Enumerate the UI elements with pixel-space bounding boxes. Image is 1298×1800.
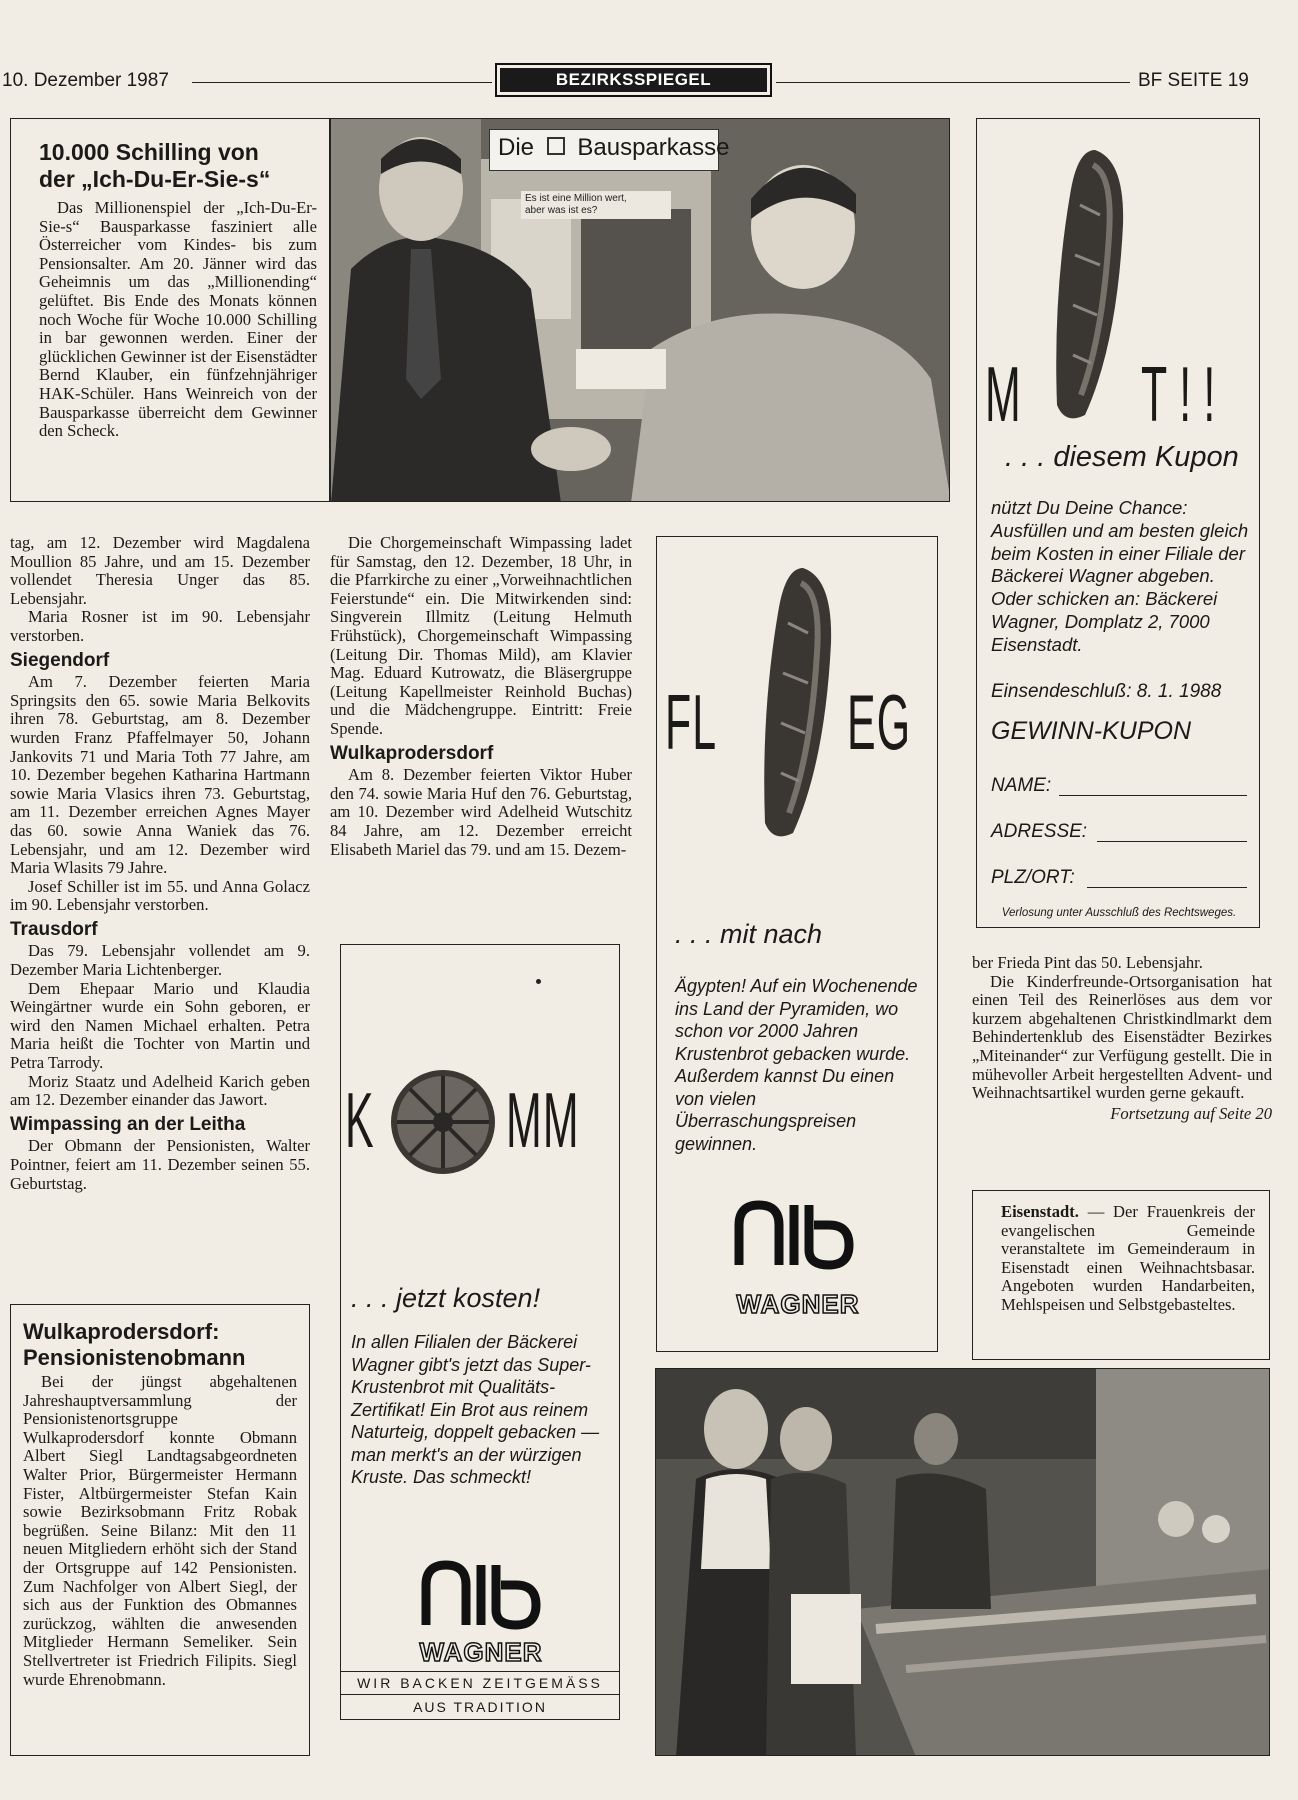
- coupon-city-input[interactable]: [1087, 887, 1247, 888]
- col4-text-1: ber Frieda Pint das 50. Lebensjahr.: [972, 953, 1203, 972]
- article-scheck: [10, 118, 330, 502]
- baguette-icon: [753, 563, 843, 843]
- photo-poster: [521, 191, 671, 219]
- col2-text-2: Am 8. Dezember feierten Viktor Huber den 74. sowie Maria Huf den 76. Geburtstag, am 10. Dezember wird Adelheid Wutschitz 84 Jahre, am 12. Dezember erreicht Elisabeth Mariel das 79. und am 15. Dezem-: [330, 765, 632, 859]
- coupon-name-row: [991, 775, 1247, 797]
- ad-komm-slogan-1: WIR BACKEN ZEITGEMÄSS: [341, 1671, 619, 1695]
- column-2: [330, 534, 632, 859]
- ad-komm-headline: . . . jetzt kosten!: [351, 1283, 541, 1313]
- article-scheck-text: Das Millionenspiel der „Ich-Du-Er-Sie-s“ Bausparkasse fasziniert alle Österreicher vom Kindes- bis zum Pensionsalter. Am 20. Jänner wird das Geheimnis um das „Millionending“ gelüftet. Bis Ende des Monats können noch Woche für Woche 10.000 Schilling in bar gewonnen werden. Einer der glücklichen Gewinner ist der Eisenstädter Bernd Klauber, ein fünfzehnjähriger HAK-Schüler. Hans Weinreich von der Bausparkasse überreicht dem Gewinner den Scheck.: [39, 198, 317, 441]
- ad-komm-brand: WAGNER: [419, 1637, 543, 1667]
- col1-text-7: Moriz Staatz und Adelheid Karich geben am 12. Dezember einander das Jawort.: [10, 1071, 310, 1110]
- article-basar: [972, 1190, 1270, 1360]
- wagner-logo-icon: [396, 1555, 566, 1635]
- ad-komm-letters-mm: MM: [506, 1076, 580, 1164]
- photo-weihnachtsbasar: [655, 1368, 1270, 1756]
- article-obmann-body: [23, 1373, 297, 1689]
- ad-mit-deadline: Einsendeschluß: 8. 1. 1988: [991, 681, 1222, 702]
- col1-text-5: Das 79. Lebensjahr vollendet am 9. Dezember Maria Lichtenberger.: [10, 941, 310, 980]
- article-obmann-text: Bei der jüngst abgehaltenen Jahreshauptversammlung der Pensionistenortsgruppe Wulkaprodersdorf konnte Obmann Albert Siegl Landtagsabgeordneten Walter Prior, Bürgermeister Hermann Fister, Altbürgermeister Stefan Kain sowie Bezirksobmann Fritz Robak begrüßen. Seine Bilanz: Mit den 11 neuen Mitgliedern erhöht sich der Stand der Ortsgruppe auf 142 Pensionisten. Zum Nachfolger von Albert Siegl, der sich aus der Funktion des Obmannes zurückzog, wählten die anwesenden Mitglieder Hermann Semeliker. Sein Stellvertreter ist Friedrich Filipits. Siegl wurde Ehrenobmann.: [23, 1372, 297, 1689]
- column-4: [972, 954, 1272, 1123]
- coupon-name-label: NAME:: [991, 775, 1052, 796]
- col1-text-8: Der Obmann der Pensionisten, Walter Pointner, feiert am 11. Dezember seinen 55. Geburtstag.: [10, 1136, 310, 1193]
- coupon-name-input[interactable]: [1059, 795, 1247, 796]
- coupon-address-row: [991, 821, 1247, 843]
- header-date: 10. Dezember 1987: [2, 70, 169, 91]
- ad-komm-body: In allen Filialen der Bäckerei Wagner gibt's jetzt das Super-Krustenbrot mit Qualitäts-Zertifikat! Ein Brot aus reinem Naturteig, doppelt gebacken — man merkt's an der würzigen Kruste. Das schmeckt!: [351, 1332, 600, 1487]
- ad-flieg-letters-left: FL: [665, 678, 718, 766]
- ad-mit-letters-t: T!!: [1141, 350, 1228, 438]
- ad-flieg-letters-right: EG: [847, 678, 912, 766]
- ad-mit-body: nützt Du Deine Chance: Ausfüllen und am besten gleich beim Kosten in einer Filiale der Bäckerei Wagner abgeben. Oder schicken an: Bäckerei Wagner, Domplatz 2, 7000 Eisenstadt.: [991, 497, 1249, 655]
- col1-text-3: Am 7. Dezember feierten Maria Springsits den 65. sowie Maria Belkovits ihren 78. Geburtstag, am 8. Dezember wurden Franz Pfaffelmayer 50, Johann Jankovits 71 und Maria Toth 77 Jahre, am 10. Dezember begehen Katharina Hartmann sowie Maria Vlasics ihren 73. Geburtstag, am 11. Dezember erreichen Agnes Mayer das 60. sowie Anna Waniek das 76. Lebensjahr, und am 12. Dezember wird Maria Wlasits 79 Jahre.: [10, 672, 310, 878]
- heading-siegendorf: Siegendorf: [10, 649, 110, 671]
- coupon-address-label: ADRESSE:: [991, 821, 1088, 842]
- article-scheck-body: [39, 199, 317, 441]
- article-basar-body: — Der Frauenkreis der evangelischen Gemeinde veranstaltete im Gemeinderaum in Eisenstadt einen Weihnachtsbasar. Angeboten wurden Handarbeiten, Mehlspeisen und Selbstgebasteltes.: [1001, 1202, 1255, 1314]
- col2-text-1: Die Chorgemeinschaft Wimpassing ladet für Samstag, den 12. Dezember, 18 Uhr, in die Pfarrkirche zu einer „Vorweihnachtlichen Feierstunde“ ein. Die Mitwirkenden sind: Singverein Illmitz (Leitung Helmuth Frühstück), Chorgemeinschaft Wimpassing (Leitung Dir. Thomas Mild), am Klavier Mag. Eduard Kutrowatz, die Bläsergruppe (Leitung Kapellmeister Reinhold Buchas) und die Mädchengruppe. Eintritt: Freie Spende.: [330, 533, 632, 738]
- article-obmann-title: [23, 1319, 297, 1371]
- col1-text-6: Dem Ehepaar Mario und Klaudia Weingärtner wurde ein Sohn geboren, er wird den Namen Michael erhalten. Petra Maria heißt die Tochter von Martin und Petra Tarrody.: [10, 978, 310, 1073]
- ad-komm-letter-k: K: [345, 1076, 375, 1164]
- ad-flieg: [656, 536, 938, 1352]
- header-page: BF SEITE 19: [1138, 70, 1249, 91]
- photo-weihnachtsbasar-art: [656, 1369, 1270, 1756]
- ad-flieg-body: Ägypten! Auf ein Wochenende ins Land der Pyramiden, wo schon vor 2000 Jahren Krustenbrot gebacken wurde. Außerdem kannst Du einen von vielen Überraschungspreisen gewinnen.: [675, 976, 918, 1154]
- coupon-address-input[interactable]: [1097, 841, 1247, 842]
- photo-check-handover: [330, 118, 950, 502]
- heading-wimpassing: Wimpassing an der Leitha: [10, 1113, 246, 1135]
- ad-flieg-brand: WAGNER: [736, 1289, 860, 1319]
- photo-sign-logo-icon: [547, 137, 565, 155]
- col4-text-2: Die Kinderfreunde-Ortsorganisation hat einen Teil des Reinerlöses aus dem vor kurzem abgehaltenen Christkindlmarkt dem Behindertenklub des Eisenstädter Bezirkes „Miteinander“ zur Verfügung gestellt. Die in mühevoller Arbeit hergestellten Advent- und Weihnachtsartikel wurden gerne gekauft.: [972, 971, 1272, 1103]
- ad-mit-headline: . . . diesem Kupon: [1005, 441, 1239, 473]
- col4-continued: Fortsetzung auf Seite 20: [1110, 1103, 1272, 1123]
- article-obmann-title-line1: Wulkaprodersdorf:: [23, 1319, 220, 1344]
- col1-text-4: Josef Schiller ist im 55. und Anna Golacz im 90. Lebensjahr verstorben.: [10, 876, 310, 915]
- article-basar-lead: Eisenstadt.: [1001, 1202, 1079, 1221]
- ad-komm-dot: [536, 979, 541, 984]
- coupon-city-row: [991, 867, 1247, 889]
- heading-trausdorf: Trausdorf: [10, 918, 98, 940]
- photo-sign-die: Die: [498, 134, 535, 161]
- ad-mit: [976, 118, 1260, 928]
- ad-mit-coupon-title: GEWINN-KUPON: [991, 717, 1191, 745]
- ad-mit-disclaimer: Verlosung unter Ausschluß des Rechtsweges.: [1001, 907, 1237, 919]
- photo-sign: [489, 129, 730, 171]
- heading-wulkaprodersdorf: Wulkaprodersdorf: [330, 742, 494, 764]
- header-rule-left: [192, 82, 492, 83]
- baguette-icon-2: [1045, 145, 1135, 425]
- ad-komm-slogan-2: AUS TRADITION: [413, 1699, 547, 1715]
- photo-poster-line2: aber was ist es?: [525, 205, 598, 216]
- ad-flieg-headline: . . . mit nach: [675, 919, 823, 949]
- article-scheck-title-line1: 10.000 Schilling von: [39, 139, 259, 165]
- article-obmann-title-line2: Pensionistenobmann: [23, 1345, 246, 1370]
- section-title: BEZIRKSSPIEGEL: [500, 68, 767, 92]
- col1-text-1: tag, am 12. Dezember wird Magdalena Moullion 85 Jahre, und am 15. Dezember vollendet Theresia Unger das 85. Lebensjahr.: [10, 533, 310, 608]
- article-scheck-title-line2: der „Ich-Du-Er-Sie-s“: [39, 166, 271, 192]
- coupon-city-label: PLZ/ORT:: [991, 867, 1075, 888]
- bread-roll-icon: [388, 1067, 498, 1177]
- photo-sign-brand: Bausparkasse: [577, 134, 730, 161]
- article-basar-text: [1001, 1203, 1255, 1315]
- photo-check-handover-art: [331, 119, 950, 502]
- ad-komm: [340, 944, 620, 1720]
- wagner-logo-icon-2: [709, 1195, 879, 1275]
- column-1: [10, 534, 310, 1193]
- article-obmann: [10, 1304, 310, 1756]
- col1-text-2: Maria Rosner ist im 90. Lebensjahr verstorben.: [10, 607, 310, 645]
- ad-mit-letter-m: M: [985, 350, 1022, 438]
- photo-poster-line1: Es ist eine Million wert,: [525, 193, 627, 204]
- article-scheck-title: [39, 139, 317, 193]
- header-rule-right: [776, 82, 1130, 83]
- section-banner: [495, 63, 772, 97]
